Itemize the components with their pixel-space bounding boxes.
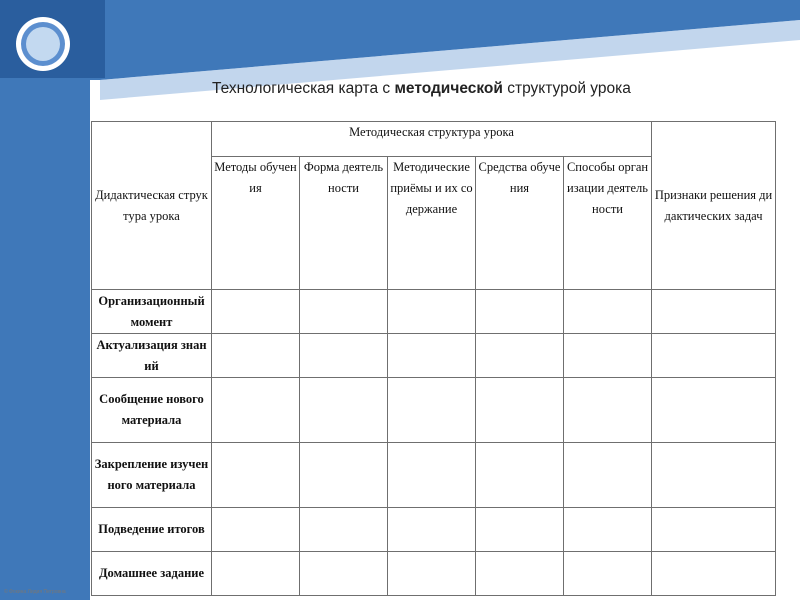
table-cell bbox=[652, 334, 776, 378]
table-cell bbox=[212, 334, 300, 378]
subheader-techniques: Методические приёмы и их содержание bbox=[388, 157, 476, 290]
table-cell bbox=[564, 290, 652, 334]
table-cell bbox=[300, 508, 388, 552]
table-cell bbox=[652, 290, 776, 334]
table-cell bbox=[212, 552, 300, 596]
table-cell bbox=[300, 443, 388, 508]
table-cell bbox=[388, 290, 476, 334]
table-cell bbox=[212, 508, 300, 552]
table-cell bbox=[388, 443, 476, 508]
lesson-map-table bbox=[91, 121, 776, 596]
subheader-form: Форма деятельности bbox=[300, 157, 388, 290]
table-cell bbox=[300, 290, 388, 334]
slide-title bbox=[212, 80, 772, 98]
row-label: Подведение итогов bbox=[92, 508, 212, 552]
subheader-methods: Методы обучения bbox=[212, 157, 300, 290]
table-cell bbox=[476, 552, 564, 596]
row-label: Организационный момент bbox=[92, 290, 212, 334]
table-cell bbox=[476, 290, 564, 334]
copyright-footer: © Фокина Лидия Петровна bbox=[4, 589, 66, 595]
row-label: Сообщение нового материала bbox=[92, 378, 212, 443]
header-method-structure: Методическая структура урока bbox=[212, 122, 652, 157]
table-cell bbox=[476, 334, 564, 378]
table-cell bbox=[652, 378, 776, 443]
table-cell bbox=[652, 552, 776, 596]
title-prefix: Технологическая карта с bbox=[212, 80, 395, 97]
table-cell bbox=[564, 378, 652, 443]
table-cell bbox=[564, 334, 652, 378]
table-cell bbox=[564, 508, 652, 552]
table-cell bbox=[652, 443, 776, 508]
table-row bbox=[92, 334, 776, 378]
table-row bbox=[92, 290, 776, 334]
table-cell bbox=[652, 508, 776, 552]
table-cell bbox=[212, 443, 300, 508]
row-label: Актуализация знаний bbox=[92, 334, 212, 378]
table-cell bbox=[476, 378, 564, 443]
title-bold-word: методической bbox=[394, 80, 503, 97]
table-cell bbox=[476, 443, 564, 508]
table-row bbox=[92, 378, 776, 443]
row-label: Закрепление изученного материала bbox=[92, 443, 212, 508]
table-cell bbox=[388, 508, 476, 552]
table-cell bbox=[564, 552, 652, 596]
table-cell bbox=[388, 334, 476, 378]
table-cell bbox=[388, 552, 476, 596]
table-cell bbox=[388, 378, 476, 443]
table-cell bbox=[212, 290, 300, 334]
table-row bbox=[92, 552, 776, 596]
table-cell bbox=[476, 508, 564, 552]
table-cell bbox=[564, 443, 652, 508]
row-label: Домашнее задание bbox=[92, 552, 212, 596]
subheader-ways: Способы организации деятельности bbox=[564, 157, 652, 290]
table-row bbox=[92, 443, 776, 508]
table-row bbox=[92, 508, 776, 552]
table-cell bbox=[212, 378, 300, 443]
subheader-tools: Средства обучения bbox=[476, 157, 564, 290]
table-cell bbox=[300, 552, 388, 596]
circle-logo-icon bbox=[16, 17, 70, 71]
title-suffix: структурой урока bbox=[502, 80, 631, 97]
table-cell bbox=[300, 334, 388, 378]
table-cell bbox=[300, 378, 388, 443]
header-row bbox=[92, 122, 776, 157]
header-signs: Признаки решения дидактических задач bbox=[652, 122, 776, 290]
header-didactic-structure: Дидактическая структура урока bbox=[92, 122, 212, 290]
